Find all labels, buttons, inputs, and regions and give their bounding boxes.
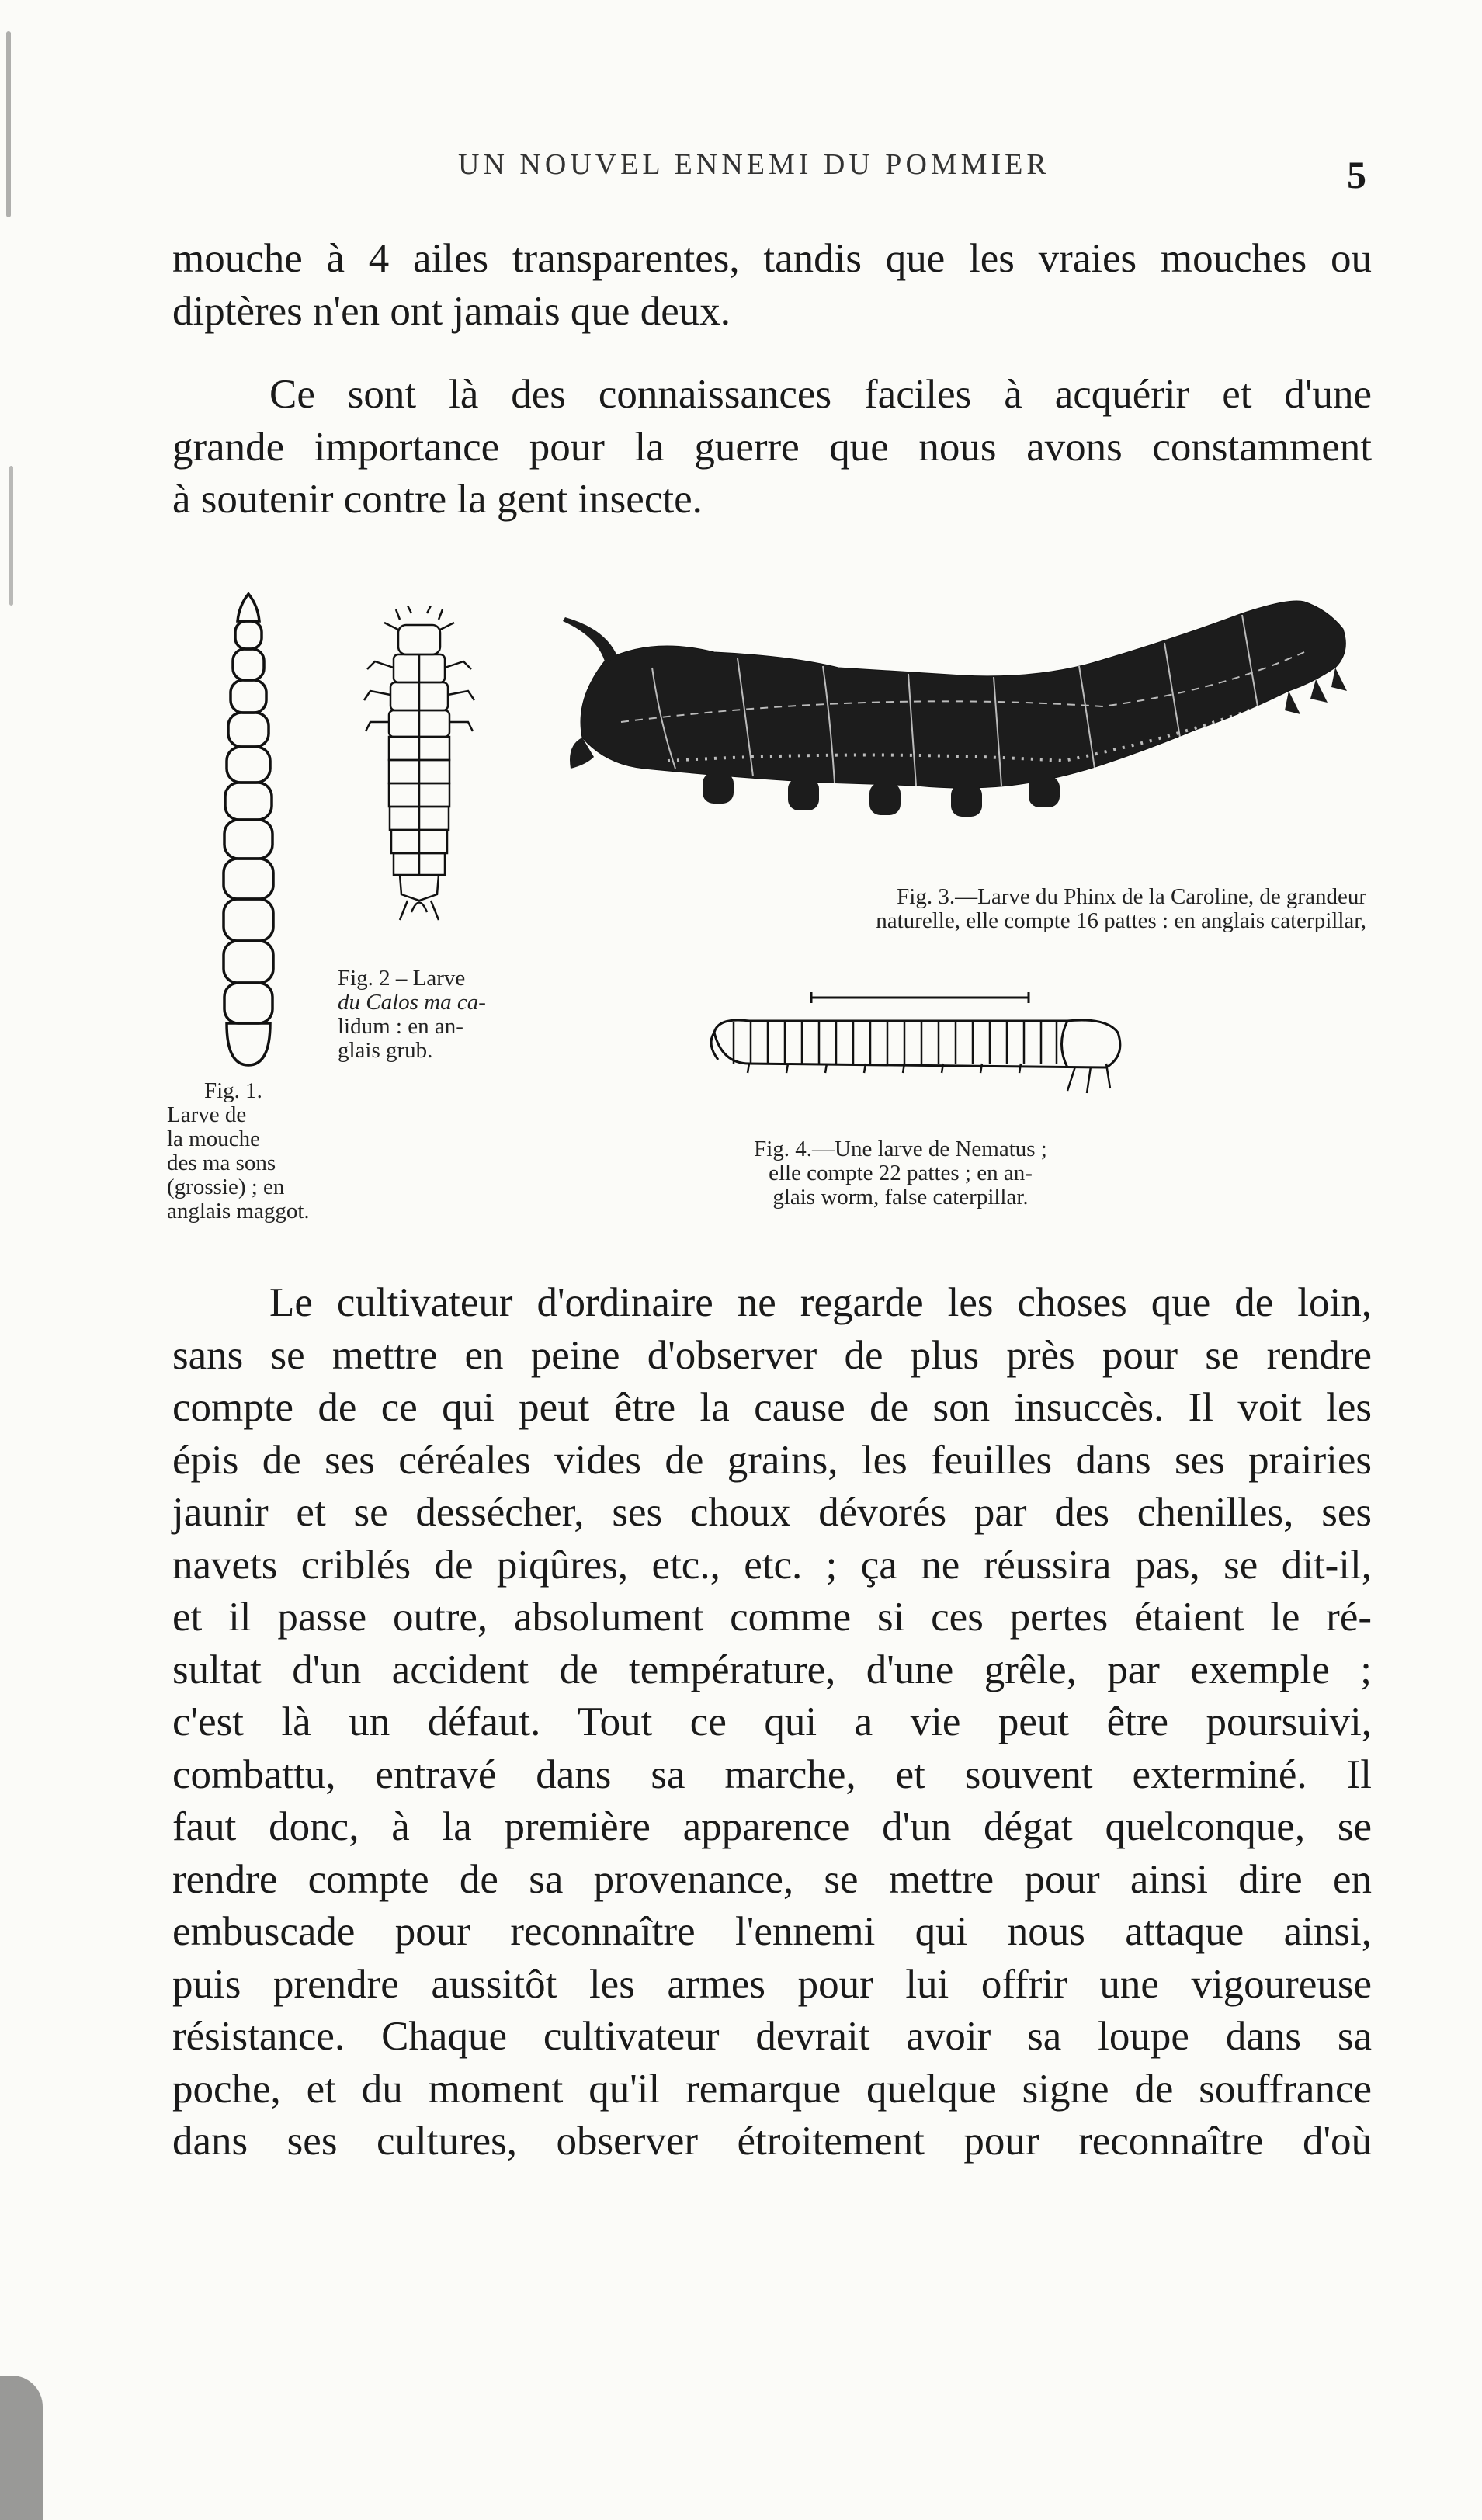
text-line: Ce sont là des connaissances faciles à acquérir et d'une — [269, 372, 1372, 417]
text-line: navets criblés de piqûres, etc., etc. ; ça ne réussira pas, se dit-il, — [172, 1542, 1372, 1588]
caption-line: Fig. 4.—Une larve de Nematus ; — [754, 1137, 1047, 1161]
figure-3-caption — [536, 885, 1366, 933]
text-line: mouche à 4 ailes transparentes, tandis que les vraies mouches ou — [172, 236, 1372, 281]
running-title: UN NOUVEL ENNEMI DU POMMIER — [458, 148, 1050, 181]
caption-line: (grossie) ; en — [167, 1175, 285, 1199]
text-line: embuscade pour reconnaître l'ennemi qui nous attaque ainsi, — [172, 1909, 1372, 1954]
text-line: à soutenir contre la gent insecte. — [172, 477, 703, 522]
scan-edge-noise — [9, 466, 13, 606]
page-number: 5 — [1347, 153, 1366, 196]
text-line: sultat d'un accident de température, d'une grêle, par exemple ; — [172, 1647, 1372, 1692]
figure-1-caption — [167, 1079, 310, 1224]
text-line: et il passe outre, absolument comme si ces pertes étaient le ré- — [172, 1595, 1372, 1640]
figure-4-caption — [683, 1137, 1118, 1210]
text-line: faut donc, à la première apparence d'un dégat quelconque, se — [172, 1804, 1372, 1849]
text-line: grande importance pour la guerre que nous avons constamment — [172, 424, 1372, 470]
text-line: jaunir et se dessécher, ses choux dévorés par des chenilles, ses — [172, 1490, 1372, 1535]
caption-line: des ma sons — [167, 1151, 276, 1175]
text-line: résistance. Chaque cultivateur devrait avoir sa loupe dans sa — [172, 2014, 1372, 2059]
text-line: poche, et du moment qu'il remarque quelque signe de souffrance — [172, 2066, 1372, 2112]
text-line: rendre compte de sa provenance, se mettre pour ainsi dire en — [172, 1856, 1372, 1902]
caption-line: la mouche — [167, 1126, 260, 1151]
paragraph-2 — [172, 369, 1372, 526]
text-line: Le cultivateur d'ordinaire ne regarde les choses que de loin, — [269, 1280, 1372, 1325]
text-line: épis de ses céréales vides de grains, les feuilles dans ses prairies — [172, 1437, 1372, 1483]
caption-line: Fig. 3.—Larve du Phinx de la Caroline, de grandeur — [897, 884, 1366, 909]
caption-line: du Calos ma ca- — [338, 990, 486, 1015]
scan-edge-noise — [0, 2376, 43, 2520]
caption-line: naturelle, elle compte 16 pattes : en anglais caterpillar, — [876, 908, 1366, 933]
figure-2-grub-illustration — [353, 606, 485, 932]
paragraph-3 — [172, 1277, 1372, 2168]
text-line: sans se mettre en peine d'observer de plus près pour se rendre — [172, 1332, 1372, 1378]
scan-edge-noise — [6, 31, 11, 217]
caption-line: glais grub. — [338, 1038, 433, 1063]
figure-1-maggot-illustration — [210, 590, 287, 1071]
text-line: puis prendre aussitôt les armes pour lui offrir une vigoureuse — [172, 1961, 1372, 2007]
figure-3-caterpillar-illustration — [559, 582, 1359, 846]
text-line: diptères n'en ont jamais que deux. — [172, 288, 731, 334]
text-line: combattu, entravé dans sa marche, et souvent exterminé. Il — [172, 1751, 1372, 1797]
caption-line: Fig. 1. — [204, 1078, 262, 1103]
figure-2-caption — [338, 967, 486, 1063]
text-line: c'est là un défaut. Tout ce qui a vie peut être poursuivi, — [172, 1699, 1372, 1744]
caption-line: glais worm, false caterpillar. — [772, 1185, 1029, 1210]
caption-line: Fig. 2 – Larve — [338, 966, 466, 991]
figure-4-larva-illustration — [703, 986, 1137, 1102]
text-line: compte de ce qui peut être la cause de son insuccès. Il voit les — [172, 1385, 1372, 1430]
text-line: dans ses cultures, observer étroitement pour reconnaître d'où — [172, 2119, 1372, 2164]
caption-line: elle compte 22 pattes ; en an- — [769, 1161, 1033, 1185]
caption-line: lidum : en an- — [338, 1014, 463, 1039]
caption-line: Larve de — [167, 1102, 247, 1127]
paragraph-1 — [172, 233, 1372, 338]
caption-line: anglais maggot. — [167, 1199, 310, 1224]
